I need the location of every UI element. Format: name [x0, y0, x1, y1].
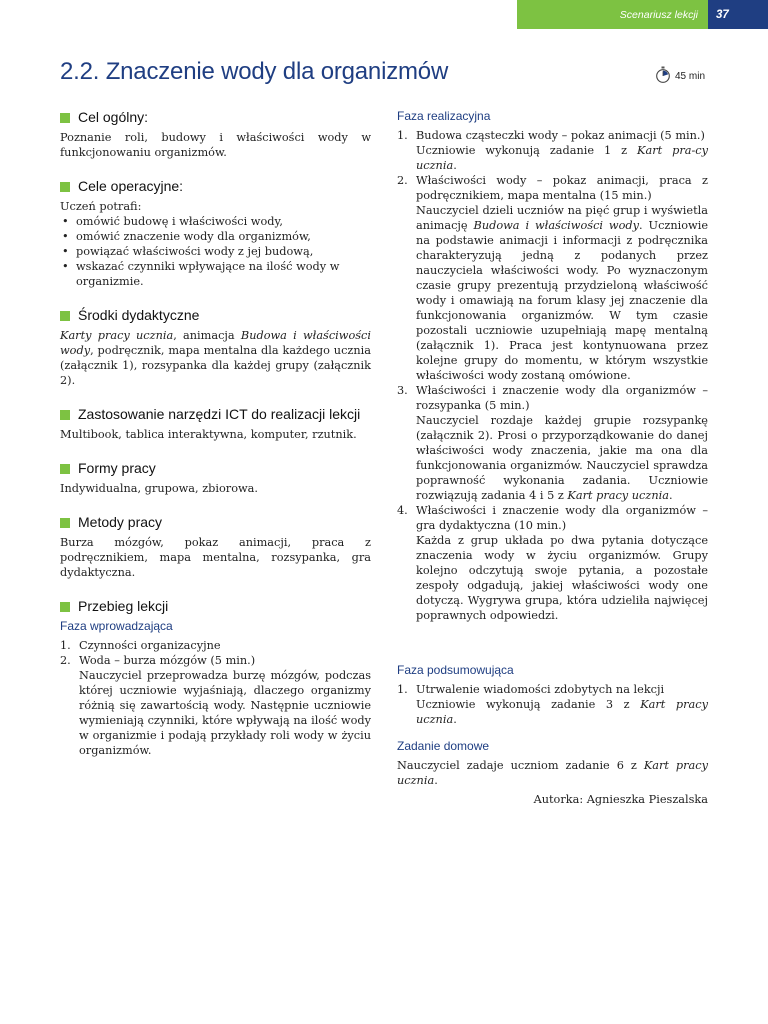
list-item: • powiązać właściwości wody z jej budową,	[60, 244, 371, 259]
goal-section	[60, 109, 371, 160]
section-marker	[60, 182, 70, 192]
workbook-ref: Kart pra-cy ucznia	[416, 144, 708, 172]
section-title: Formy pracy	[78, 460, 156, 476]
list-item	[60, 653, 371, 758]
list-item	[397, 173, 708, 383]
section-marker	[60, 602, 70, 612]
list-item: • omówić znaczenie wody dla organizmów,	[60, 229, 371, 244]
ict-section	[60, 406, 371, 442]
step-detail	[416, 143, 708, 173]
phase-title-intro: Faza wprowadzająca	[60, 619, 173, 633]
step-detail	[416, 203, 708, 383]
text-fragment: Nauczyciel rozdaje każdej grupie rozsypankę (załącznik 2). Prosi o przyporządkowanie do danej właściwości wody znaczenia, jakie ma ona dla funkcjonowania organizmów. Nauczyciel sprawdza poprawność wykonania zadania. Uczniowie rozwiązują zadania 4 i 5 z	[416, 414, 708, 502]
text-fragment: Nauczyciel zadaje uczniom zadanie 6 z	[397, 759, 644, 772]
objectives-intro: Uczeń potrafi:	[60, 200, 142, 213]
right-column	[397, 109, 708, 807]
step-title: Właściwości i znaczenie wody dla organizmów – gra dydaktyczna (10 min.)	[416, 504, 708, 532]
means-section	[60, 307, 371, 388]
page-title: 2.2. Znaczenie wody dla organizmów	[60, 58, 449, 85]
step-number: 2.	[60, 654, 71, 667]
list-item: • omówić budowę i właściwości wody,	[60, 214, 371, 229]
text-fragment: , podręcznik, mapa mentalna dla każdego ucznia (załącznik 1), rozsypanka dla każdej grupy (załącznik 2).	[60, 344, 371, 387]
duration-label: 45 min	[675, 71, 706, 82]
step-detail	[416, 697, 708, 727]
section-marker	[60, 311, 70, 321]
page-number: 37	[708, 0, 768, 29]
step-number: 4.	[397, 504, 408, 517]
text-fragment: Nauczyciel dzieli uczniów na pięć grup i wyświetla animację	[416, 204, 708, 232]
step-number: 1.	[397, 683, 408, 696]
text-fragment: .	[453, 713, 457, 726]
realization-steps	[397, 128, 708, 623]
methods-section	[60, 514, 371, 580]
objectives-section	[60, 178, 371, 289]
workbook-ref: Kart pracy ucznia	[397, 759, 708, 787]
step-title: Utrwalenie wiadomości zdobytych na lekcji	[416, 683, 665, 696]
forms-text: Indywidualna, grupowa, zbiorowa.	[60, 482, 259, 495]
forms-section	[60, 460, 371, 496]
workbook-ref: Kart pracy ucznia	[567, 489, 669, 502]
list-item	[397, 682, 708, 727]
step-title: Budowa cząsteczki wody – pokaz animacji (5 min.)	[416, 129, 705, 142]
left-column	[60, 109, 371, 776]
step-number: 1.	[397, 129, 408, 142]
course-section	[60, 598, 371, 758]
step-title: Czynności organizacyjne	[79, 639, 221, 652]
list-item	[397, 383, 708, 503]
workbook-ref: Kart pracy ucznia	[416, 698, 708, 726]
step-detail	[416, 413, 708, 503]
step-number: 1.	[60, 639, 71, 652]
list-item	[397, 503, 708, 623]
section-title: Cele operacyjne:	[78, 178, 184, 194]
means-text	[60, 328, 371, 388]
workbook-ref: Karty pracy ucznia	[60, 329, 174, 342]
list-item	[60, 638, 371, 653]
step-title: Woda – burza mózgów (5 min.)	[79, 654, 256, 667]
intro-steps	[60, 638, 371, 758]
section-label: Scenariusz lekcji	[517, 0, 708, 29]
step-number: 3.	[397, 384, 408, 397]
section-marker	[60, 410, 70, 420]
duration	[655, 66, 705, 87]
list-item: • wskazać czynniki wpływające na ilość wody w organizmie.	[60, 259, 371, 289]
section-title: Środki dydaktyczne	[78, 307, 200, 323]
step-detail: Nauczyciel przeprowadza burzę mózgów, podczas której uczniowie wyjaśniają, dlaczego organizmy różnią się zawartością wody. Następnie uczniowie wymieniają czynniki, które wpływają na ilość wody w organizmie i podają przykłady roli wody w życiu organizmów.	[79, 669, 371, 757]
homework-text	[397, 758, 708, 788]
phase-title-summary: Faza podsumowująca	[397, 663, 514, 677]
phase-title-realization: Faza realizacyjna	[397, 109, 491, 123]
section-marker	[60, 518, 70, 528]
phase-title-homework: Zadanie domowe	[397, 739, 490, 753]
animation-ref: Budowa i właściwości wody	[473, 219, 640, 232]
methods-text: Burza mózgów, pokaz animacji, praca z podręcznikiem, mapa mentalna, rozsypanka, gra dydaktyczna.	[60, 536, 371, 579]
section-marker	[60, 113, 70, 123]
section-marker	[60, 464, 70, 474]
section-title: Przebieg lekcji	[78, 598, 169, 614]
step-number: 2.	[397, 174, 408, 187]
text-fragment: . Uczniowie na podstawie animacji i informacji z podręcznika charakteryzują jedną z podanych przez nauczyciela właściwości wody. Po wyznaczonym czasie grupy prezentują przydzieloną właściwość wody i omawiają na forum klasy jej znaczenie dla funkcjonowania organizmów. W tym czasie pozostali uczniowie uzupełniają mapę mentalną (załącznik 1). Praca jest kontynuowana przez kolejne grupy do momentu, w którym wszystkie właściwości wody zostaną omówione.	[416, 219, 709, 382]
text-fragment: .	[453, 159, 457, 172]
step-detail: Każda z grup układa po dwa pytania dotyczące znaczenia wody w życiu organizmów. Grupy kolejno odczytują swoje pytania, a pozostałe zespoły odgadują, jakiej właściwości wody one dotyczą. Wygrywa grupa, która udzieliła najwięcej poprawnych odpowiedzi.	[416, 534, 708, 622]
animation-ref: Budowa i właściwości wody	[60, 329, 372, 357]
section-title: Cel ogólny:	[78, 109, 149, 125]
goal-text: Poznanie roli, budowy i właściwości wody w funkcjonowaniu organizmów.	[60, 131, 371, 159]
step-title: Właściwości wody – pokaz animacji, praca z podręcznikiem, mapa mentalna (15 min.)	[416, 174, 708, 202]
list-item	[397, 128, 708, 173]
text-fragment: Uczniowie wykonują zadanie 1 z	[416, 144, 638, 157]
ict-text: Multibook, tablica interaktywna, komputer, rzutnik.	[60, 428, 357, 441]
summary-steps	[397, 682, 708, 727]
section-title: Zastosowanie narzędzi ICT do realizacji lekcji	[78, 406, 361, 422]
objectives-list	[60, 214, 371, 289]
text-fragment: .	[668, 489, 673, 502]
text-fragment: Uczniowie wykonują zadanie 3 z	[416, 698, 641, 711]
text-fragment: .	[434, 774, 438, 787]
author: Autorka: Agnieszka Pieszalska	[533, 793, 708, 806]
step-title: Właściwości i znaczenie wody dla organizmów – rozsypanka (5 min.)	[416, 384, 708, 412]
stopwatch-icon	[655, 66, 671, 87]
section-title: Metody pracy	[78, 514, 163, 530]
text-fragment: , animacja	[173, 329, 241, 342]
